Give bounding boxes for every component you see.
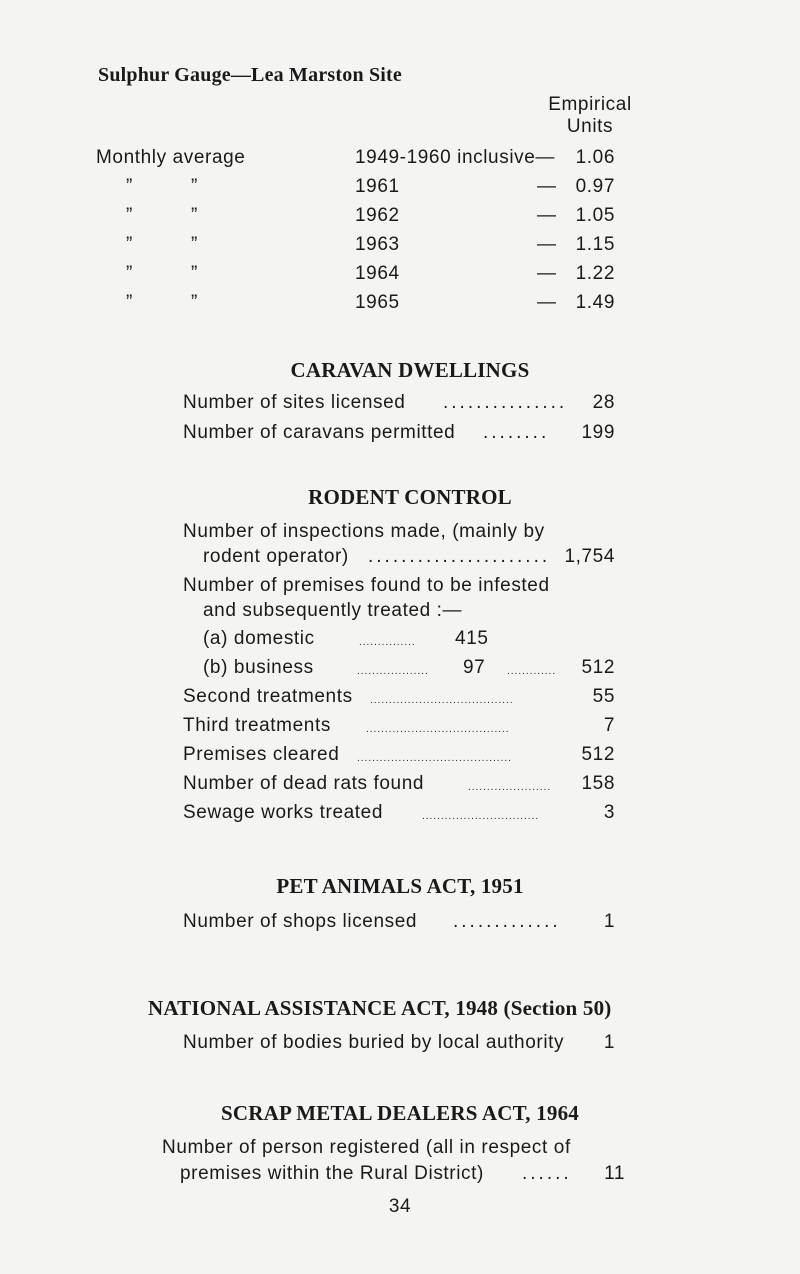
- rodent-domestic-value: 415: [455, 628, 489, 649]
- rodent-row-label: Sewage works treated: [183, 802, 383, 823]
- sulphur-row-period: 1961: [355, 176, 400, 197]
- leader-dots: ...................: [357, 666, 429, 677]
- leader-dots: ......................................: [370, 695, 514, 706]
- sulphur-row-value: 1.06: [575, 147, 615, 168]
- sulphur-row-value: 0.97: [575, 176, 615, 197]
- ditto-mark: ”: [191, 205, 198, 226]
- sulphur-row-period: 1963: [355, 234, 400, 255]
- rodent-row-label: Third treatments: [183, 715, 331, 736]
- rodent-row-value: 7: [603, 715, 615, 736]
- caravan-heading: CARAVAN DWELLINGS: [290, 358, 530, 382]
- leader-dots: ........: [483, 422, 550, 443]
- rodent-row-value: 512: [581, 744, 615, 765]
- sulphur-row-dash: —: [537, 292, 557, 313]
- leader-dots: .............: [453, 911, 561, 932]
- leader-dots: ......: [522, 1163, 572, 1184]
- rodent-business-label: (b) business: [203, 657, 314, 678]
- leader-dots: ......................: [368, 546, 551, 567]
- rodent-row-value: 3: [603, 802, 615, 823]
- caravan-sites-label: Number of sites licensed: [183, 392, 406, 413]
- rodent-inspections-label-cont: rodent operator): [203, 546, 349, 567]
- pet-heading: PET ANIMALS ACT, 1951: [276, 874, 524, 898]
- ditto-mark: ”: [126, 263, 133, 284]
- caravan-permitted-value: 199: [581, 422, 615, 443]
- sulphur-row-period: 1949-1960 inclusive—: [355, 147, 556, 168]
- scrap-heading: SCRAP METAL DEALERS ACT, 1964: [220, 1101, 579, 1125]
- sulphur-row-value: 1.49: [575, 292, 615, 313]
- national-heading: NATIONAL ASSISTANCE ACT, 1948 (Section 50): [148, 996, 612, 1020]
- sulphur-row-dash: —: [537, 234, 557, 255]
- ditto-mark: ”: [126, 234, 133, 255]
- sulphur-row-label: Monthly average: [96, 147, 246, 168]
- leader-dots: .............: [507, 666, 557, 677]
- rodent-row-label: Number of dead rats found: [183, 773, 425, 794]
- rodent-heading: RODENT CONTROL: [308, 485, 512, 509]
- ditto-mark: ”: [126, 292, 133, 313]
- rodent-infested-label: Number of premises found to be infested: [183, 575, 550, 596]
- pet-value: 1: [603, 911, 615, 932]
- ditto-mark: ”: [191, 234, 198, 255]
- rodent-inspections-value: 1,754: [564, 546, 615, 567]
- sulphur-title: Sulphur Gauge—Lea Marston Site: [98, 64, 402, 86]
- leader-dots: ...............: [359, 637, 416, 648]
- national-label: Number of bodies buried by local authority: [183, 1032, 565, 1053]
- rodent-row-label: Second treatments: [183, 686, 353, 707]
- leader-dots: ......................: [468, 782, 552, 793]
- caravan-sites-value: 28: [592, 392, 615, 413]
- sulphur-row-value: 1.05: [575, 205, 615, 226]
- units-header-1: Empirical: [548, 94, 632, 115]
- caravan-permitted-label: Number of caravans permitted: [183, 422, 456, 443]
- ditto-mark: ”: [126, 176, 133, 197]
- sulphur-row-period: 1962: [355, 205, 400, 226]
- ditto-mark: ”: [126, 205, 133, 226]
- ditto-mark: ”: [191, 292, 198, 313]
- sulphur-row-dash: —: [537, 205, 557, 226]
- sulphur-row-period: 1964: [355, 263, 400, 284]
- ditto-mark: ”: [191, 263, 198, 284]
- sulphur-row-period: 1965: [355, 292, 400, 313]
- scrap-value: 11: [604, 1163, 625, 1184]
- rodent-row-value: 55: [592, 686, 615, 707]
- pet-label: Number of shops licensed: [183, 911, 418, 932]
- sulphur-row-value: 1.15: [575, 234, 615, 255]
- sulphur-row-dash: —: [537, 263, 557, 284]
- leader-dots: .........................................: [357, 753, 512, 764]
- ditto-mark: ”: [191, 176, 198, 197]
- sulphur-row-dash: —: [537, 176, 557, 197]
- leader-dots: ...............: [443, 392, 568, 413]
- page-number: 34: [388, 1196, 412, 1217]
- sulphur-row-value: 1.22: [575, 263, 615, 284]
- rodent-row-label: Premises cleared: [183, 744, 340, 765]
- rodent-business-total: 512: [581, 657, 615, 678]
- leader-dots: ......................................: [366, 724, 510, 735]
- rodent-inspections-label: Number of inspections made, (mainly by: [183, 521, 545, 542]
- rodent-domestic-label: (a) domestic: [203, 628, 315, 649]
- rodent-business-value: 97: [463, 657, 486, 678]
- rodent-row-value: 158: [581, 773, 615, 794]
- national-value: 1: [603, 1032, 615, 1053]
- units-header-2: Units: [566, 116, 614, 137]
- scrap-label: Number of person registered (all in respect of: [162, 1137, 571, 1158]
- rodent-infested-label-cont: and subsequently treated :—: [203, 600, 463, 621]
- leader-dots: ...............................: [422, 811, 540, 822]
- scrap-label-cont: premises within the Rural District): [180, 1163, 484, 1184]
